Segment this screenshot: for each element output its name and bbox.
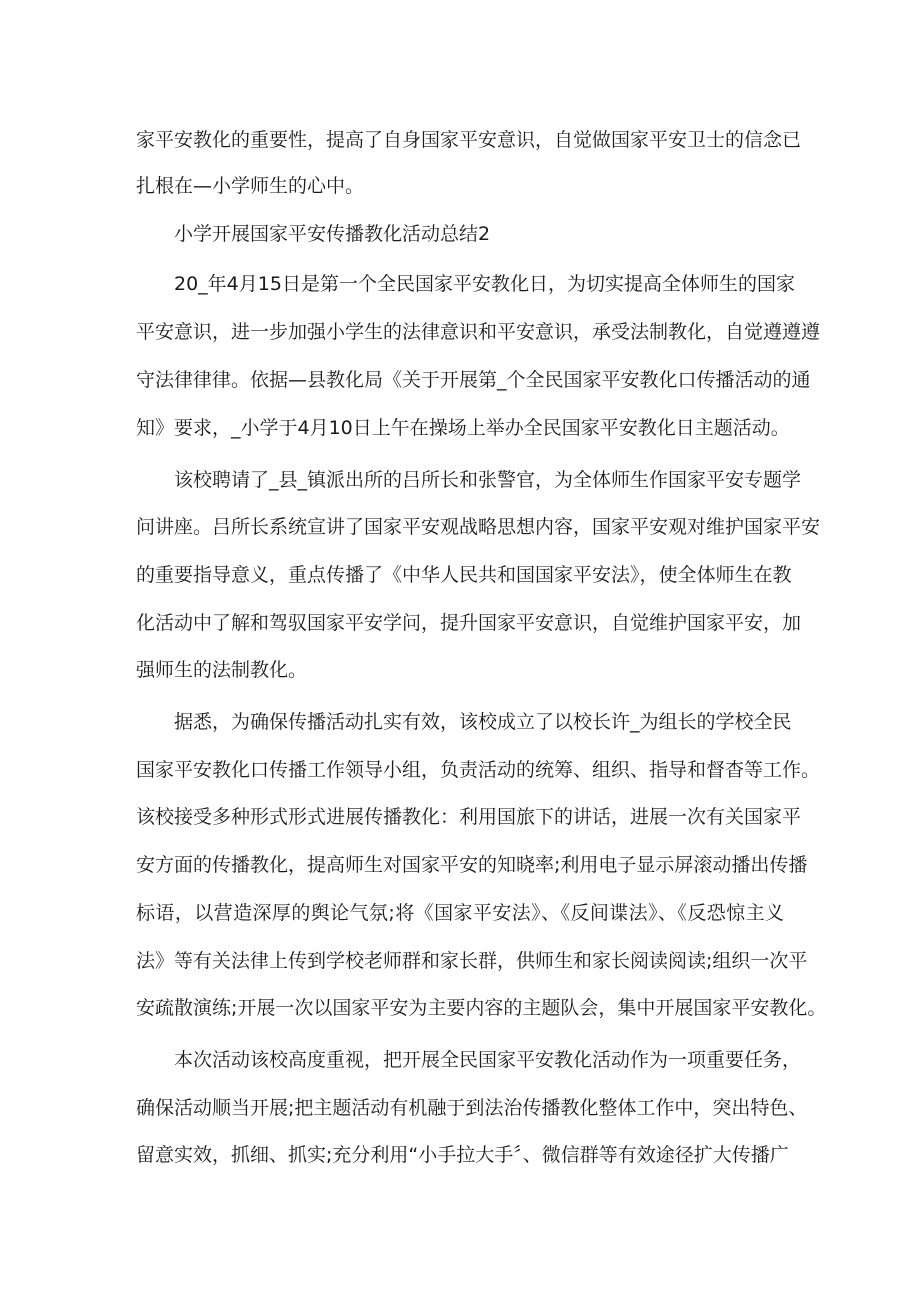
- section-heading: 小学开展国家平安传播教化活动总结2: [174, 223, 491, 245]
- text-line: [0, 1046, 920, 1074]
- text-line: [0, 318, 920, 346]
- text-line: [0, 414, 920, 442]
- text-line: [0, 126, 920, 154]
- paragraph-text: 标语，以营造深厚的舆论气氛;将《国家平安法》、《反间谍法》、《反恐惊主义: [136, 902, 784, 924]
- text-line: [0, 851, 920, 879]
- paragraph-text: 确保活动顺当开展;把主题活动有机融于到法治传播教化整体工作中，突出特色、: [136, 1097, 808, 1119]
- text-line: [0, 994, 920, 1022]
- paragraph-text: 的重要指导意义，重点传播了《中华人民共和国国家平安法》，使全体师生在教: [136, 564, 792, 586]
- paragraph-text: 平安意识，进一步加强小学生的法律意识和平安意识，承受法制教化，自觉遵遵遵: [136, 321, 821, 343]
- text-line: [0, 172, 920, 200]
- text-line: [0, 1141, 920, 1169]
- paragraph-text: 扎根在—小学师生的心中。: [136, 175, 365, 197]
- text-line: [0, 803, 920, 831]
- paragraph-text: 留意实效，抓细、抓实;充分利用“小手拉大手〞、微信群等有效途径扩大传播广: [136, 1144, 789, 1166]
- paragraph-text: 据悉，为确保传播活动扎实有效，该校成立了以校长许_为组长的学校全民: [174, 711, 792, 733]
- paragraph-text: 国家平安教化口传播工作领导小组，负责活动的统筹、组织、指导和督杳等工作。: [136, 759, 821, 781]
- text-line: [0, 1094, 920, 1122]
- paragraph-text: 知》要求，_小学于4月10日上午在操场上举办全民国家平安教化日主题活动。: [136, 417, 790, 439]
- paragraph-text: 安方面的传播教化，提高师生对国家平安的知晓率;利用电子显示屏滚动播出传播: [136, 854, 808, 876]
- paragraph-text: 安疏散演练;开展一次以国家平安为主要内容的主题队会，集中开展国家平安教化。: [136, 997, 827, 1019]
- text-line: [0, 947, 920, 975]
- text-line: [0, 609, 920, 637]
- text-line: [0, 656, 920, 684]
- text-line: [0, 220, 920, 248]
- text-line: [0, 366, 920, 394]
- text-line: [0, 270, 920, 298]
- paragraph-text: 法》等有关法律上传到学校老师群和家长群，供师生和家长阅读阅读;组织一次平: [136, 950, 808, 972]
- text-line: [0, 756, 920, 784]
- paragraph-text: 该校接受多种形式形式进展传播教化：利用国旅下的讲话，进展一次有关国家平: [136, 806, 802, 828]
- paragraph-text: 强师生的法制教化。: [136, 659, 308, 681]
- paragraph-text: 家平安教化的重要性，提高了自身国家平安意识，自觉做国家平安卫士的信念已: [136, 129, 802, 151]
- paragraph-text: 20_年4月15日是第一个全民国家平安教化日，为切实提高全体师生的国家: [174, 273, 795, 295]
- paragraph-text: 化活动中了解和驾驭国家平安学问，提升国家平安意识，自觉维护国家平安，加: [136, 612, 802, 634]
- text-line: [0, 561, 920, 589]
- paragraph-text: 该校聘请了_县_镇派出所的吕所长和张警官，为全体师生作国家平安专题学: [174, 469, 802, 491]
- text-line: [0, 513, 920, 541]
- text-line: [0, 708, 920, 736]
- paragraph-text: 问讲座。吕所长系统宣讲了国家平安观战略思想内容，国家平安观对维护国家平安: [136, 516, 821, 538]
- paragraph-text: 本次活动该校高度重视，把开展全民国家平安教化活动作为一项重要任务，: [174, 1049, 802, 1071]
- text-line: [0, 466, 920, 494]
- paragraph-text: 守法律律律。依据—县教化局《关于开展第_个全民国家平安教化口传播活动的通: [136, 369, 811, 391]
- text-line: [0, 899, 920, 927]
